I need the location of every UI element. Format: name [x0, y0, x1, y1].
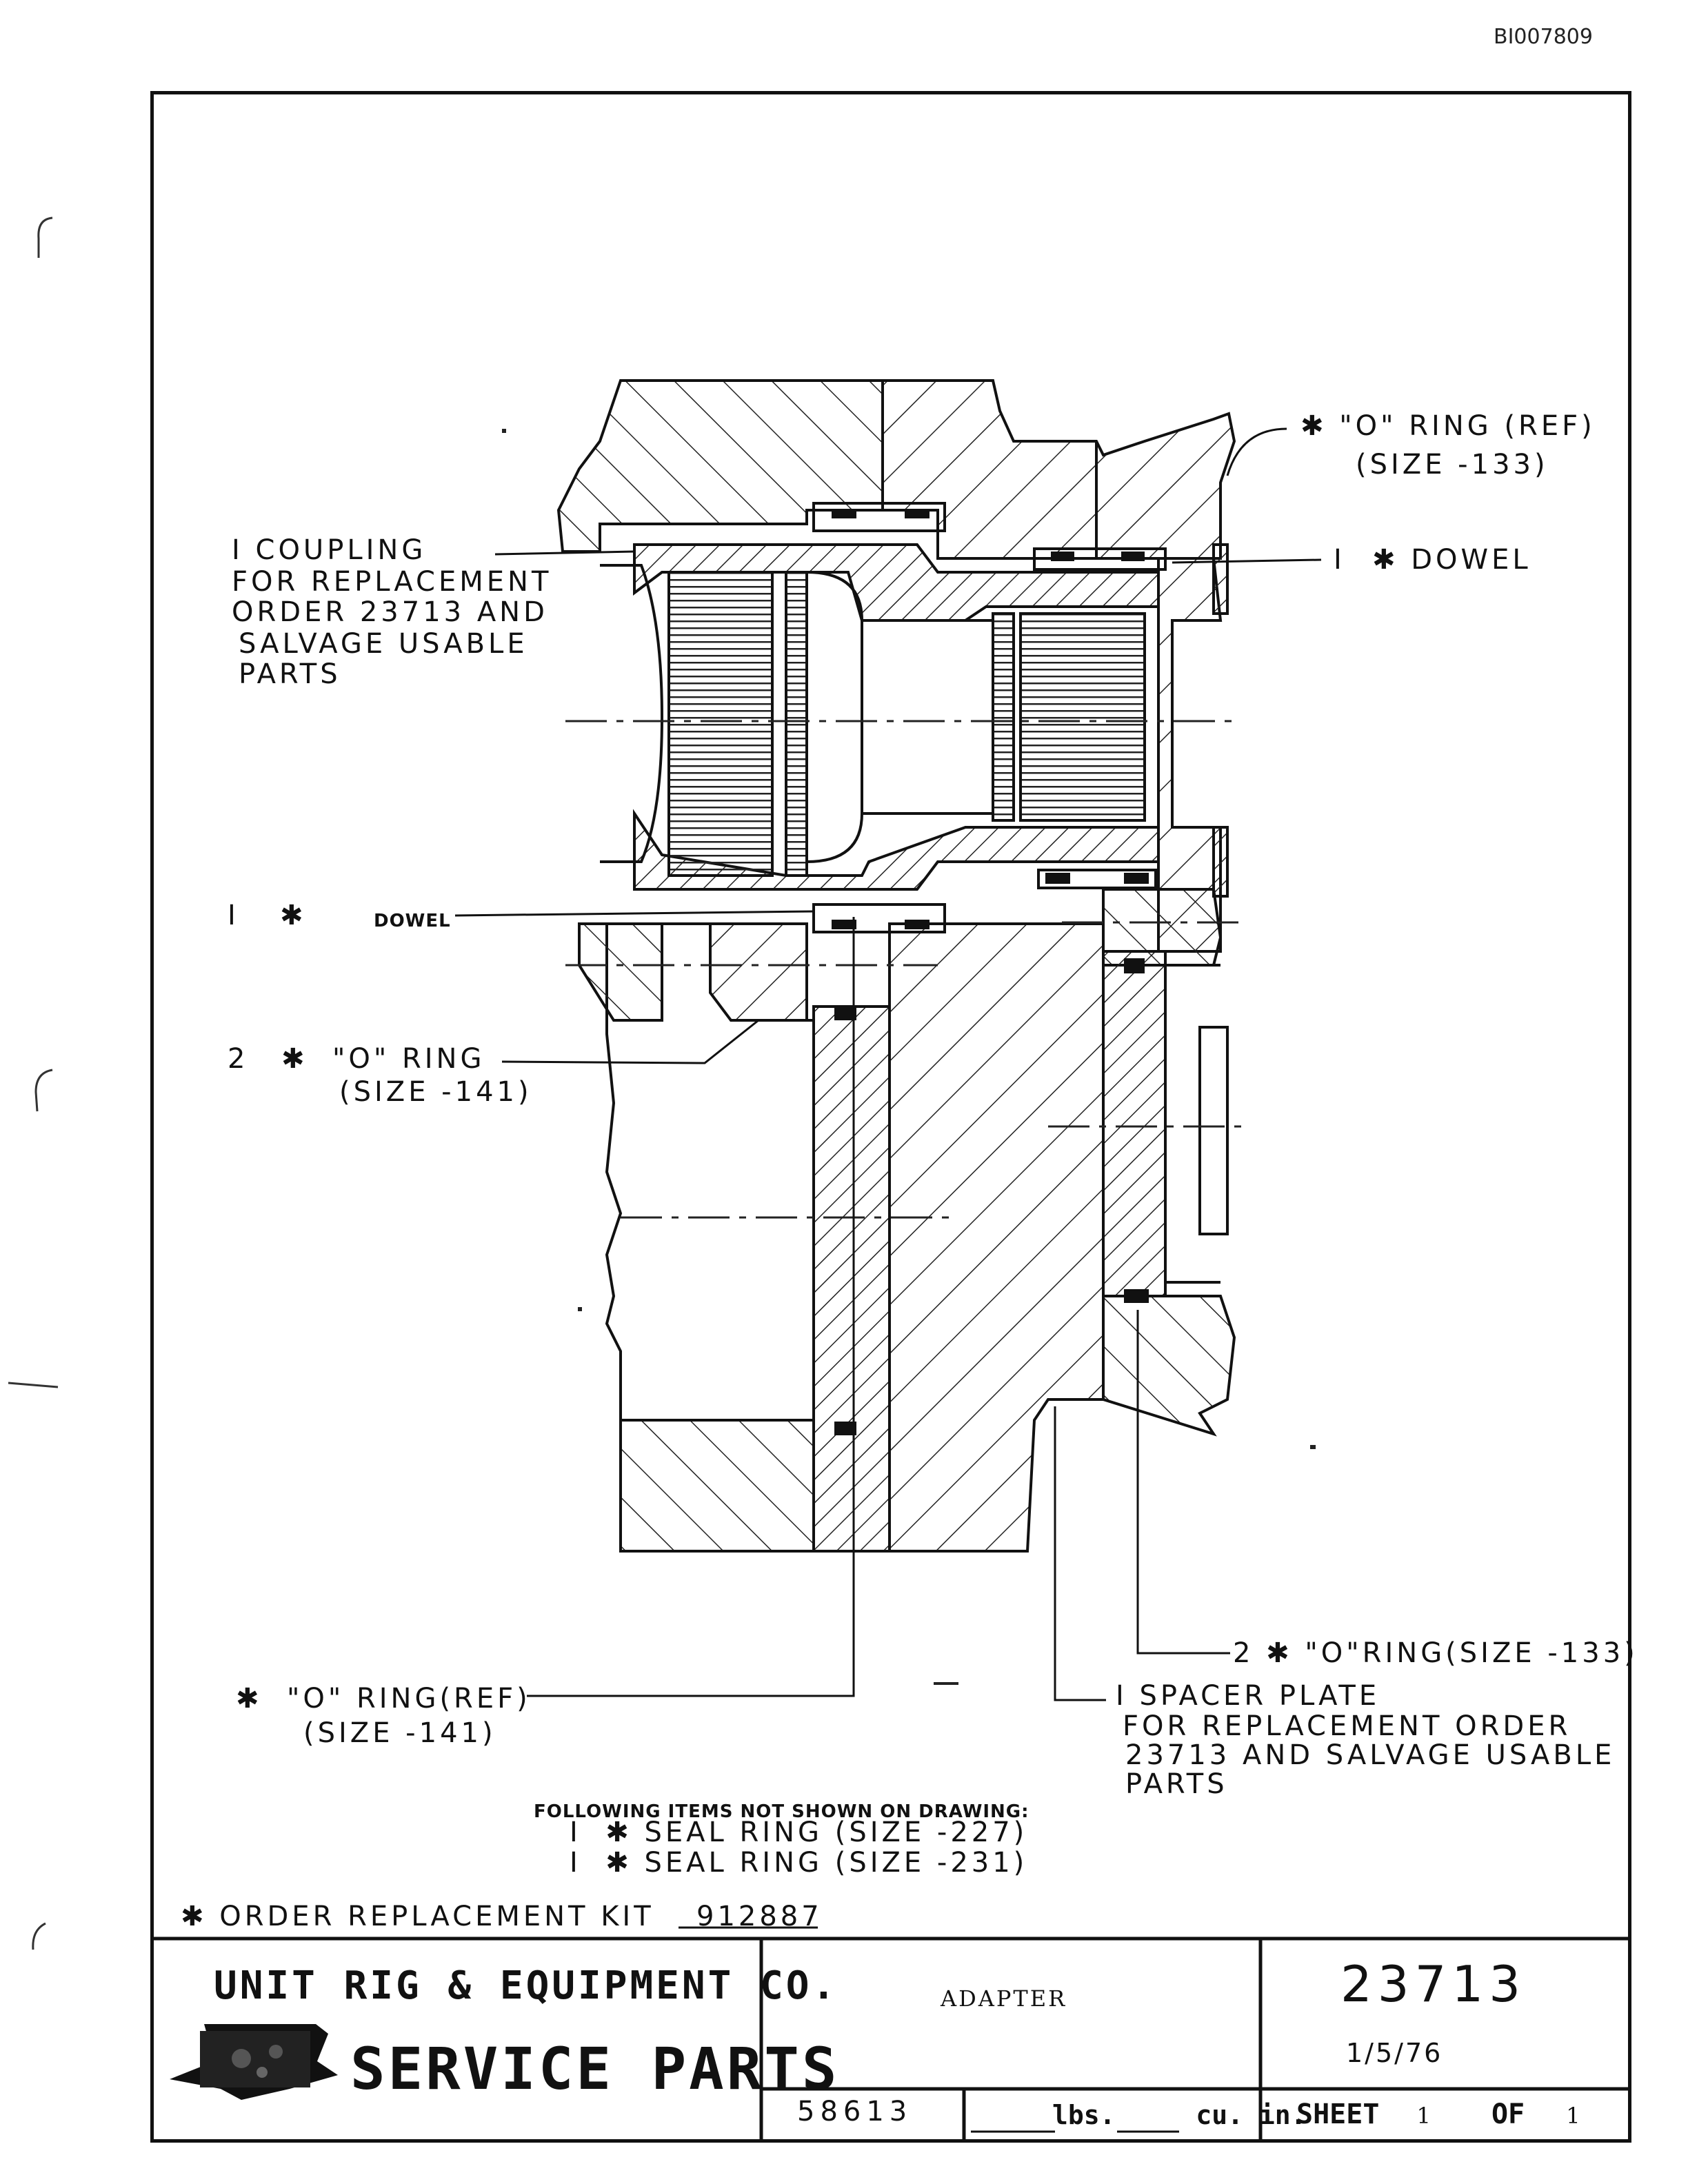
notes-item-1: I ✱ SEAL RING (SIZE -227) — [570, 1817, 1028, 1848]
lower-body — [579, 924, 1234, 1551]
coupling-label-1: I COUPLING — [232, 534, 427, 566]
company-name: UNIT RIG & EQUIPMENT CO. — [214, 1963, 838, 2008]
dowel-top-qty: I — [1334, 544, 1345, 576]
notes-title: FOLLOWING ITEMS NOT SHOWN ON DRAWING: — [534, 1801, 1029, 1822]
sheet-field — [1296, 2099, 1580, 2130]
spacer-plate-label-2: FOR REPLACEMENT ORDER — [1123, 1710, 1571, 1742]
notes-item-2: I ✱ SEAL RING (SIZE -231) — [570, 1847, 1028, 1879]
volume-unit: cu. in. — [1196, 2100, 1307, 2130]
spacer-plate-label-1: I SPACER PLATE — [1116, 1680, 1380, 1712]
dowel-mid-qty: I — [228, 900, 239, 931]
coupling-label-4: SALVAGE USABLE — [239, 628, 528, 660]
of-label: OF — [1491, 2099, 1525, 2130]
o-ring-ref-133-label-1: ✱ "O" RING (REF) — [1300, 410, 1596, 442]
sheet-total: 1 — [1566, 2103, 1580, 2129]
sheet-label: SHEET — [1296, 2099, 1380, 2130]
spacer-plate-label-4: PARTS — [1125, 1768, 1228, 1800]
coupling-label-3: ORDER 23713 AND — [232, 596, 548, 628]
kit-number: 912887 — [696, 1901, 823, 1932]
document-id: BI007809 — [1494, 25, 1593, 49]
o-ring-ref-141-label-2: (SIZE -141) — [303, 1717, 496, 1749]
part-number: 23713 — [1340, 1955, 1527, 2013]
dowel-mid-label: DOWEL — [374, 911, 451, 931]
o-ring-141-qty: 2 — [228, 1043, 249, 1075]
coupling-label-2: FOR REPLACEMENT — [232, 566, 552, 598]
o-ring-133-pair-label: 2 ✱ "O"RING(SIZE -133) — [1233, 1637, 1638, 1669]
part-name: ADAPTER — [941, 1985, 1067, 2012]
coupling-label-5: PARTS — [239, 658, 341, 690]
margin-marks — [8, 218, 58, 1950]
service-parts-title: SERVICE PARTS — [350, 2035, 840, 2103]
o-ring-ref-141-label-1: ✱ "O" RING(REF) — [236, 1683, 531, 1715]
kit-label: ✱ ORDER REPLACEMENT KIT — [181, 1901, 654, 1932]
spacer-plate-label-3: 23713 AND SALVAGE USABLE — [1125, 1739, 1616, 1771]
coupling — [600, 545, 1158, 889]
sheet-number: 1 — [1416, 2103, 1431, 2129]
drawing-code: 58613 — [797, 2096, 913, 2127]
dowel-mid-star-icon: ✱ — [280, 900, 307, 931]
o-ring-141-label-1: ✱ "O" RING — [281, 1043, 485, 1075]
drawing-date: 1/5/76 — [1346, 2038, 1443, 2068]
o-ring-141-label-2: (SIZE -141) — [339, 1076, 532, 1108]
dowel-top-label: ✱ DOWEL — [1372, 544, 1531, 576]
service-parts-logo-icon — [170, 2024, 338, 2100]
weight-unit: lbs. — [1052, 2100, 1116, 2130]
o-ring-ref-133-label-2: (SIZE -133) — [1356, 449, 1549, 481]
weight-field — [972, 2100, 1307, 2130]
